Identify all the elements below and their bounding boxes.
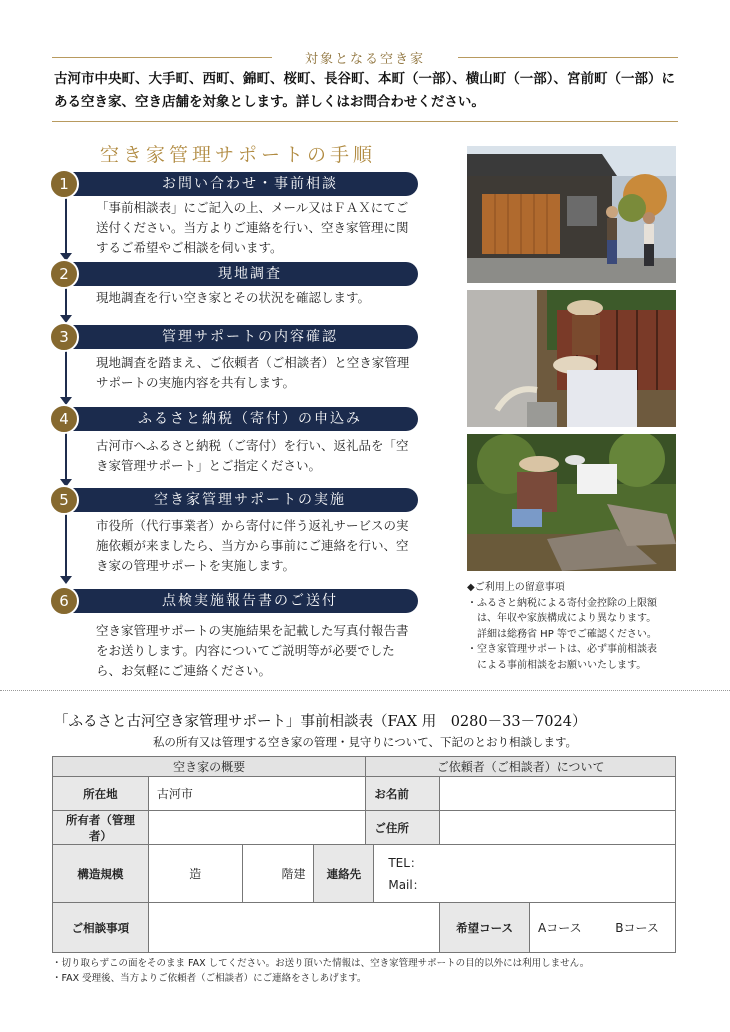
location-label: 所在地 bbox=[53, 777, 149, 811]
note-line: は、年収や家族構成により異なります。 bbox=[477, 613, 657, 624]
step-6-desc: 空き家管理サポートの実施結果を記載した写真付報告書をお送りします。内容についてご説明等が必要でしたら、お気軽にご連絡ください。 bbox=[96, 623, 409, 678]
note-line: による事前相談をお願いいたします。 bbox=[477, 659, 647, 671]
step-4-bar: ふるさと納税（寄付）の申込み bbox=[56, 407, 418, 431]
step-3-desc: 現地調査を踏まえ、ご依頼者（ご相談者）と空き家管理サポートの実施内容を共有します。 bbox=[96, 355, 410, 390]
photo-house-exterior bbox=[467, 146, 676, 283]
structure-floors-field[interactable] bbox=[242, 845, 314, 903]
course-label: 希望コース bbox=[440, 903, 530, 953]
location-field[interactable]: 古河市 bbox=[148, 777, 366, 811]
target-text: 古河市中央町、大手町、西町、錦町、桜町、長谷町、本町（一部）、横山町（一部）、宮前町（一部）にある空き家、空き店舗を対象とします。詳しくはお問合わせください。 bbox=[54, 71, 675, 110]
step-1-desc: 「事前相談表」にご記入の上、メール又はＦＡＸにてご送付ください。当方よりご連絡を行い、空き家管理に関するご希望やご相談を伺います。 bbox=[96, 200, 409, 255]
step-1-bar: お問い合わせ・事前相談 bbox=[56, 172, 418, 196]
consult-label: ご相談事項 bbox=[53, 903, 149, 953]
contact-label: 連絡先 bbox=[314, 845, 374, 903]
course-a-option[interactable]: Aコース bbox=[537, 921, 582, 935]
divider-bottom bbox=[52, 121, 678, 122]
form-subtitle: 私の所有又は管理する空き家の管理・見守りについて、下記のとおり相談します。 bbox=[152, 735, 578, 749]
owner-field[interactable] bbox=[148, 811, 366, 845]
step-4-desc: 古河市へふるさと納税（ご寄付）を行い、返礼品を「空き家管理サポート」とご指定ください。 bbox=[96, 438, 409, 473]
course-options[interactable] bbox=[529, 903, 675, 953]
step-3-bar: 管理サポートの内容確認 bbox=[56, 325, 418, 349]
cut-line bbox=[0, 690, 730, 691]
step-2-desc: 現地調査を行い空き家とその状況を確認します。 bbox=[96, 290, 371, 305]
connector-line bbox=[65, 513, 67, 577]
owner-label: 所有者（管理者） bbox=[53, 811, 149, 845]
consult-field[interactable] bbox=[148, 903, 439, 953]
course-b-option[interactable]: Bコース bbox=[615, 921, 659, 935]
structure-zou: 造 bbox=[189, 867, 202, 881]
photo-inspection-wall bbox=[467, 290, 676, 427]
structure-type-field[interactable] bbox=[148, 845, 242, 903]
usage-notes bbox=[467, 580, 682, 673]
header-house-overview: 空き家の概要 bbox=[53, 757, 366, 777]
notes-title: ◆ご利用上の留意事項 bbox=[467, 582, 565, 593]
address-label: ご住所 bbox=[366, 811, 440, 845]
connector-arrow bbox=[60, 576, 72, 584]
note-line: 詳細は総務省 HP 等でご確認ください。 bbox=[477, 628, 657, 640]
footnotes bbox=[52, 956, 589, 986]
step-1-number: 1 bbox=[49, 169, 79, 199]
target-title: 対象となる空き家 bbox=[304, 52, 425, 67]
note-line: ・空き家管理サポートは、必ず事前相談表 bbox=[467, 644, 657, 655]
photo-garden-work bbox=[467, 434, 676, 571]
header-requester: ご依頼者（ご相談者）について bbox=[366, 757, 676, 777]
step-5-number: 5 bbox=[49, 485, 79, 515]
step-2-bar: 現地調査 bbox=[56, 262, 418, 286]
structure-label: 構造規模 bbox=[53, 845, 149, 903]
contact-field[interactable] bbox=[374, 845, 676, 903]
mail-label: Mail： bbox=[388, 877, 425, 892]
name-label: お名前 bbox=[366, 777, 440, 811]
footnote-line: ・切り取らずこの面をそのまま FAX してください。お送り頂いた情報は、空き家管理サポートの目的以外には利用しません。 bbox=[52, 958, 590, 969]
tel-label: TEL： bbox=[388, 855, 422, 870]
procedure-title: 空き家管理サポートの手順 bbox=[100, 144, 377, 166]
connector-line bbox=[65, 286, 67, 318]
step-5-desc: 市役所（代行事業者）から寄付に伴う返礼サービスの実施依頼が来ましたら、当方から事前にご連絡を行い、空き家の管理サポートを実施します。 bbox=[96, 518, 409, 573]
step-4-number: 4 bbox=[49, 404, 79, 434]
connector-line bbox=[65, 350, 67, 398]
step-6-bar: 点検実施報告書のご送付 bbox=[56, 589, 418, 613]
consultation-form bbox=[52, 756, 676, 953]
step-5-bar: 空き家管理サポートの実施 bbox=[56, 488, 418, 512]
footnote-line: ・FAX 受理後、当方よりご依頼者（ご相談者）にご連絡をさしあげます。 bbox=[52, 973, 367, 984]
connector-line bbox=[65, 196, 67, 256]
structure-kai: 階建 bbox=[281, 867, 306, 881]
connector-line bbox=[65, 432, 67, 480]
form-title: 「ふるさと古河空き家管理サポート」事前相談表（FAX 用 0280－33－7024） bbox=[54, 714, 587, 730]
name-field[interactable] bbox=[440, 777, 676, 811]
note-line: ・ふるさと納税による寄付金控除の上限額 bbox=[467, 597, 657, 609]
step-6-number: 6 bbox=[49, 586, 79, 616]
address-field[interactable] bbox=[440, 811, 676, 845]
step-2-number: 2 bbox=[49, 259, 79, 289]
step-3-number: 3 bbox=[49, 322, 79, 352]
